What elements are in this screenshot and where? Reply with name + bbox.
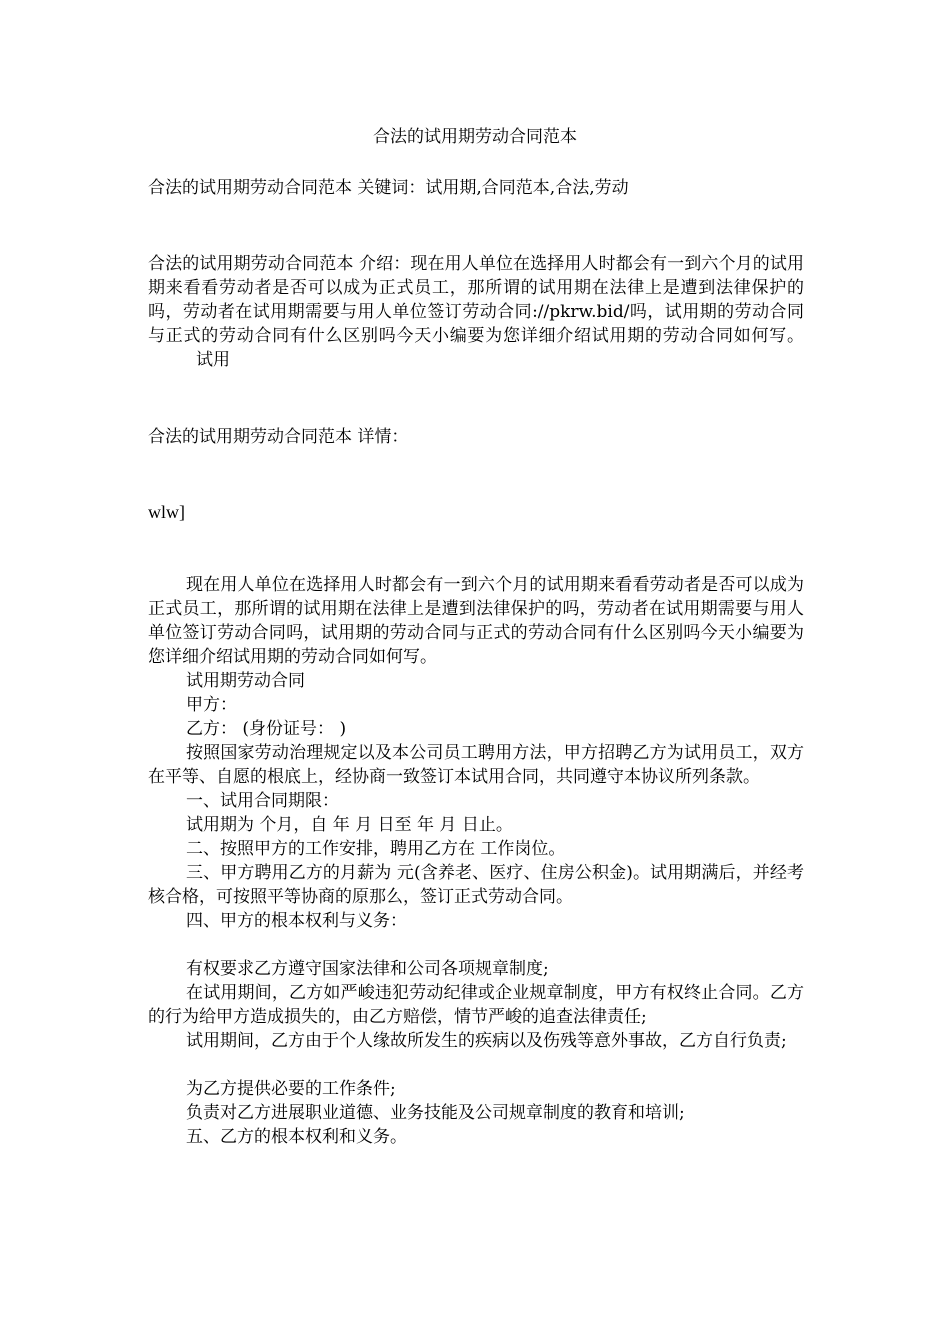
intro-text: 合法的试用期劳动合同范本 介绍：现在用人单位在选择用人时都会有一到六个月的试用期来看看劳动者是否可以成为正式员工，那所谓的试用期在法律上是遭到法律保护的吗，劳动者在试用期需要与用人单位签订劳动合同://pkrw.bid/吗，试用期的劳动合同与正式的劳动合同有什么区别吗今天小编要为您详细介绍试用期的劳动合同如何写。	[148, 254, 804, 346]
body-paragraph: 乙方： (身份证号： )	[186, 719, 347, 739]
body-paragraph: 有权要求乙方遵守国家法律和公司各项规章制度;	[186, 959, 549, 979]
body-paragraph: 试用期为 个月，自 年 月 日至 年 月 日止。	[186, 815, 513, 835]
body-paragraph: 按照国家劳动治理规定以及本公司员工聘用方法，甲方招聘乙方为试用员工，双方在平等、自愿的根底上，经协商一致签订本试用合同，共同遵守本协议所列条款。	[148, 743, 804, 787]
body-paragraph: 五、乙方的根本权利和义务。	[186, 1127, 407, 1147]
intro-paragraph	[148, 252, 804, 372]
marker-text: wlw]	[148, 502, 185, 522]
body-paragraph: 试用期劳动合同	[186, 671, 305, 691]
body-paragraph: 一、试用合同期限：	[186, 791, 339, 811]
body-paragraph: 三、甲方聘用乙方的月薪为 元(含养老、医疗、住房公积金)。试用期满后，并经考核合格，可按照平等协商的原那么，签订正式劳动合同。	[148, 863, 804, 907]
body-paragraph: 负责对乙方进展职业道德、业务技能及公司规章制度的教育和培训;	[186, 1103, 685, 1123]
body-paragraph: 在试用期间，乙方如严峻违犯劳动纪律或企业规章制度，甲方有权终止合同。乙方的行为给甲方造成损失的，由乙方赔偿，情节严峻的追查法律责任;	[148, 983, 804, 1027]
body-paragraph: 甲方：	[186, 695, 237, 715]
body-paragraph: 四、甲方的根本权利与义务：	[186, 911, 407, 931]
body-paragraph: 为乙方提供必要的工作条件;	[186, 1079, 396, 1099]
body-paragraph: 试用期间，乙方由于个人缘故所发生的疾病以及伤残等意外事故，乙方自行负责;	[186, 1031, 787, 1051]
keywords-line: 合法的试用期劳动合同范本 关键词：试用期,合同范本,合法,劳动	[148, 178, 629, 198]
document-title: 合法的试用期劳动合同范本	[373, 127, 577, 147]
body-paragraph: 现在用人单位在选择用人时都会有一到六个月的试用期来看看劳动者是否可以成为正式员工，那所谓的试用期在法律上是遭到法律保护的吗，劳动者在试用期需要与用人单位签订劳动合同吗，试用期的劳动合同与正式的劳动合同有什么区别吗今天小编要为您详细介绍试用期的劳动合同如何写。	[148, 575, 804, 667]
body-paragraph: 二、按照甲方的工作安排，聘用乙方在 工作岗位。	[186, 839, 566, 859]
contract-body	[148, 573, 804, 1149]
detail-heading: 合法的试用期劳动合同范本 详情：	[148, 427, 409, 447]
intro-trail-text: 试用	[196, 350, 230, 370]
